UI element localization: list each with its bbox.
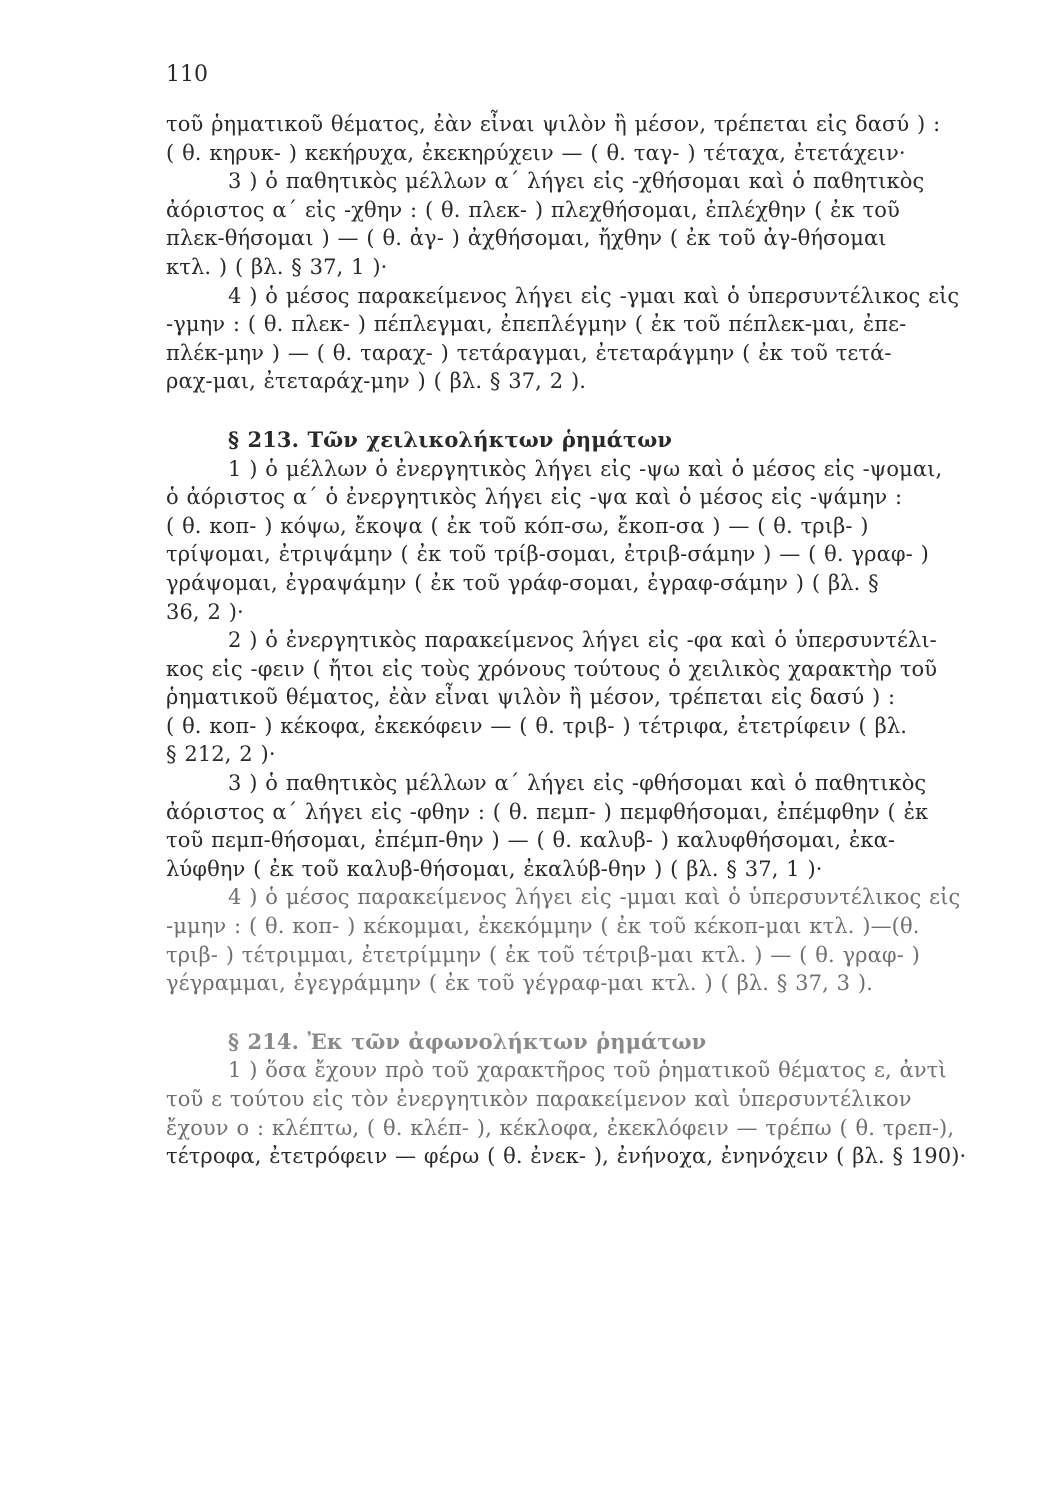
text-line: -γμην : ( θ. πλεκ- ) πέπλεγμαι, ἐπεπλέγμην ( ἐκ τοῦ πέπλεκ-μαι, ἐπε- xyxy=(166,312,907,337)
text-line: γέγραμμαι, ἐγεγράμμην ( ἐκ τοῦ γέγραφ-μαι κτλ. ) ( βλ. § 37, 3 ). xyxy=(166,971,873,996)
text-line: πλεκ-θήσομαι ) — ( θ. ἀγ- ) ἀχθήσομαι, ἤχθην ( ἐκ τοῦ ἀγ-θήσομαι xyxy=(166,226,887,251)
text-line: 4 ) ὁ μέσος παρακείμενος λήγει εἰς -μμαι καὶ ὁ ὑπερσυντέλικος εἰς xyxy=(228,885,961,910)
text-line: ( θ. κηρυκ- ) κεκήρυχα, ἐκεκηρύχειν — ( θ. ταγ- ) τέταχα, ἐτετάχειν· xyxy=(166,140,906,165)
text-line: § 212, 2 )· xyxy=(166,742,276,767)
text-line: γράψομαι, ἐγραψάμην ( ἐκ τοῦ γράφ-σομαι, ἐγραφ-σάμην ) ( βλ. § xyxy=(166,570,879,595)
text-line: ραχ-μαι, ἐτεταράχ-μην ) ( βλ. § 37, 2 ). xyxy=(166,369,587,394)
text-line: 1 ) ὅσα ἔχουν πρὸ τοῦ χαρακτῆρος τοῦ ῥηματικοῦ θέματος ε, ἀντὶ xyxy=(228,1058,947,1083)
text-line: τριβ- ) τέτριμμαι, ἐτετρίμμην ( ἐκ τοῦ τέτριβ-μαι κτλ. ) — ( θ. γραφ- ) xyxy=(166,942,920,967)
text-line: κτλ. ) ( βλ. § 37, 1 )· xyxy=(166,254,388,279)
text-line: ῥηματικοῦ θέματος, ἐὰν εἶναι ψιλὸν ἢ μέσον, τρέπεται εἰς δασύ ) : xyxy=(166,685,896,710)
page-number: 110 xyxy=(166,62,208,87)
text-line: -μμην : ( θ. κοπ- ) κέκομμαι, ἐκεκόμμην ( ἐκ τοῦ κέκοπ-μαι κτλ. )—(θ. xyxy=(166,914,920,939)
text-line: λύφθην ( ἐκ τοῦ καλυβ-θήσομαι, ἐκαλύβ-θην ) ( βλ. § 37, 1 )· xyxy=(166,856,823,881)
text-line: τρίψομαι, ἐτριψάμην ( ἐκ τοῦ τρίβ-σομαι, ἐτριβ-σάμην ) — ( θ. γραφ- ) xyxy=(166,542,929,567)
section-gap xyxy=(166,998,1008,1028)
section-heading: § 213. Τῶν χειλικολήκτων ῥημάτων xyxy=(228,426,673,452)
text-line: τοῦ ε τούτου εἰς τὸν ἐνεργητικὸν παρακείμενον καὶ ὑπερσυντέλικον xyxy=(166,1087,912,1111)
text-line: ἀόριστος α΄ εἰς -χθην : ( θ. πλεκ- ) πλεχθήσομαι, ἐπλέχθην ( ἐκ τοῦ xyxy=(166,197,900,222)
text-line: τοῦ πεμπ-θήσομαι, ἐπέμπ-θην ) — ( θ. καλυβ- ) καλυφθήσομαι, ἐκα- xyxy=(166,828,896,853)
text-line: ἔχουν ο : κλέπτω, ( θ. κλέπ- ), κέκλοφα, ἐκεκλόφειν — τρέπω ( θ. τρεπ-), xyxy=(166,1115,955,1140)
text-line: 3 ) ὁ παθητικὸς μέλλων α΄ λήγει εἰς -φθήσομαι καὶ ὁ παθητικὸς xyxy=(228,771,927,796)
text-line: 1 ) ὁ μέλλων ὁ ἐνεργητικὸς λήγει εἰς -ψω καὶ ὁ μέσος εἰς -ψομαι, xyxy=(228,456,943,481)
text-line: 36, 2 )· xyxy=(166,599,244,624)
text-line: ( θ. κοπ- ) κέκοφα, ἐκεκόφειν — ( θ. τριβ- ) τέτριφα, ἐτετρίφειν ( βλ. xyxy=(166,713,908,738)
text-line: ὁ ἀόριστος α΄ ὁ ἐνεργητικὸς λήγει εἰς -ψα καὶ ὁ μέσος εἰς -ψάμην : xyxy=(166,485,903,510)
text-line: 3 ) ὁ παθητικὸς μέλλων α΄ λήγει εἰς -χθήσομαι καὶ ὁ παθητικὸς xyxy=(228,169,925,194)
text-line: τοῦ ῥηματικοῦ θέματος, ἐὰν εἶναι ψιλὸν ἢ μέσον, τρέπεται εἰς δασύ ) : xyxy=(166,112,941,136)
section-heading: § 214. Ἐκ τῶν ἀφωνολήκτων ῥημάτων xyxy=(228,1028,707,1054)
section-gap xyxy=(166,396,1008,426)
text-line: πλέκ-μην ) — ( θ. ταραχ- ) τετάραγμαι, ἐτεταράγμην ( ἐκ τοῦ τετά- xyxy=(166,340,892,365)
text-line: τέτροφα, ἐτετρόφειν — φέρω ( θ. ἐνεκ- ), ἐνήνοχα, ἐνηνόχειν ( βλ. § 190)· xyxy=(166,1144,967,1169)
body-text xyxy=(166,110,1008,1171)
text-line: ( θ. κοπ- ) κόψω, ἔκοψα ( ἐκ τοῦ κόπ-σω, ἔκοπ-σα ) — ( θ. τριβ- ) xyxy=(166,513,869,538)
text-line: κος εἰς -φειν ( ἤτοι εἰς τοὺς χρόνους τούτους ὁ χειλικὸς χαρακτὴρ τοῦ xyxy=(166,656,938,681)
text-line: 2 ) ὁ ἐνεργητικὸς παρακείμενος λήγει εἰς -φα καὶ ὁ ὑπερσυντέλι- xyxy=(228,628,937,653)
text-line: ἀόριστος α΄ λήγει εἰς -φθην : ( θ. πεμπ- ) πεμφθήσομαι, ἐπέμφθην ( ἐκ xyxy=(166,799,929,824)
text-line: 4 ) ὁ μέσος παρακείμενος λήγει εἰς -γμαι καὶ ὁ ὑπερσυντέλικος εἰς xyxy=(228,283,960,308)
